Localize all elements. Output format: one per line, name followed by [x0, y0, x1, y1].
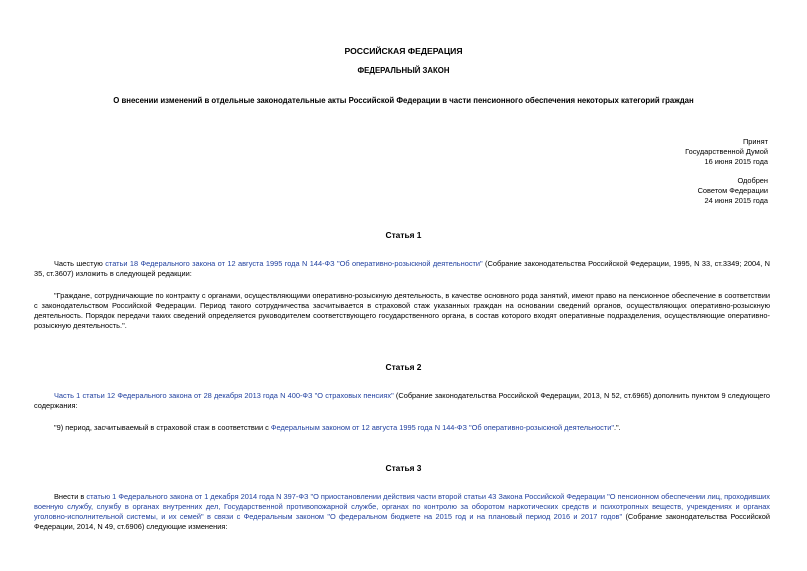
text: (Собрание законодательства Российской Федерации, 2013, N 52, ст.6965) дополнить пунктом 9 следующего содержания:	[34, 391, 770, 410]
doc-type-heading: ФЕДЕРАЛЬНЫЙ ЗАКОН	[357, 66, 450, 75]
country-heading: РОССИЙСКАЯ ФЕДЕРАЦИЯ	[344, 46, 463, 56]
article-2-paragraph-2	[34, 423, 770, 433]
text: Часть шестую	[54, 259, 106, 268]
article-1-paragraph-1	[34, 259, 770, 279]
adoption-block	[685, 137, 768, 206]
article-3-heading: Статья 3	[385, 463, 422, 473]
document-title: О внесении изменений в отдельные законодательные акты Российской Федерации в части пенсионного обеспечения некоторых категорий граждан	[113, 96, 694, 105]
law-144-fz-article-18-link[interactable]: статьи 18 Федерального закона от 12 августа 1995 года N 144-ФЗ "Об оперативно-розыскной деятельности"	[105, 259, 483, 268]
law-400-fz-link[interactable]: Часть 1 статьи 12 Федерального закона от 28 декабря 2013 года N 400-ФЗ "О страховых пенсиях"	[54, 391, 394, 400]
approved-by: Советом Федерации	[697, 186, 768, 195]
text: (Собрание законодательства Российской Федерации, 2014, N 49, ст.6906) следующие изменения:	[34, 512, 770, 531]
approved-date: 24 июня 2015 года	[704, 196, 768, 205]
article-1-heading: Статья 1	[385, 230, 422, 240]
article-3-paragraph-1	[34, 492, 770, 532]
article-2-heading: Статья 2	[385, 362, 422, 372]
approved-label: Одобрен	[737, 176, 768, 185]
law-397-fz-link[interactable]: статью 1 Федерального закона от 1 декабря 2014 года N 397-ФЗ "О приостановлении действия части второй статьи 43 Закона Российской Федерации "О пенсионном обеспечении лиц, проходивших военную службу, службу в органах внутренних дел, Государственной противопожарной службе, органах по контролю за оборотом наркотических средств и психотропных веществ, учреждениях и органах уголовно-исполнительной системы, и их семей" в связи с Федеральным законом "О федеральном бюджете на 2015 год и на плановый период 2016 и 2017 годов"	[34, 492, 770, 521]
article-2-paragraph-1	[34, 391, 770, 411]
accepted-by: Государственной Думой	[685, 147, 768, 156]
text: .".	[613, 423, 621, 432]
text: Внести в	[54, 492, 87, 501]
accepted-date: 16 июня 2015 года	[704, 157, 768, 166]
text: "9) период, засчитываемый в страховой стаж в соответствии с	[54, 423, 271, 432]
article-1-paragraph-2: "Граждане, сотрудничающие по контракту с органами, осуществляющими оперативно-розыскную деятельность, в качестве основного рода занятий, имеют право на пенсионное обеспечение в соответствии с законодательством Российской Федерации. Период такого сотрудничества засчитывается в страховой стаж указанных граждан на основании сведений органов, осуществляющих оперативно-розыскную деятельность. Порядок передачи таких сведений определяется руководителем соответствующего государственного органа, в состав которого входят оперативные подразделения, осуществляющие оперативно-розыскную деятельность.".	[34, 291, 770, 330]
text: (Собрание законодательства Российской Федерации, 1995, N 33, ст.3349; 2004, N 35, ст.3607) изложить в следующей редакции:	[34, 259, 771, 278]
accepted-label: Принят	[742, 137, 768, 146]
law-144-fz-link[interactable]: Федеральным законом от 12 августа 1995 года N 144-ФЗ "Об оперативно-розыскной деятельности"	[270, 423, 614, 432]
